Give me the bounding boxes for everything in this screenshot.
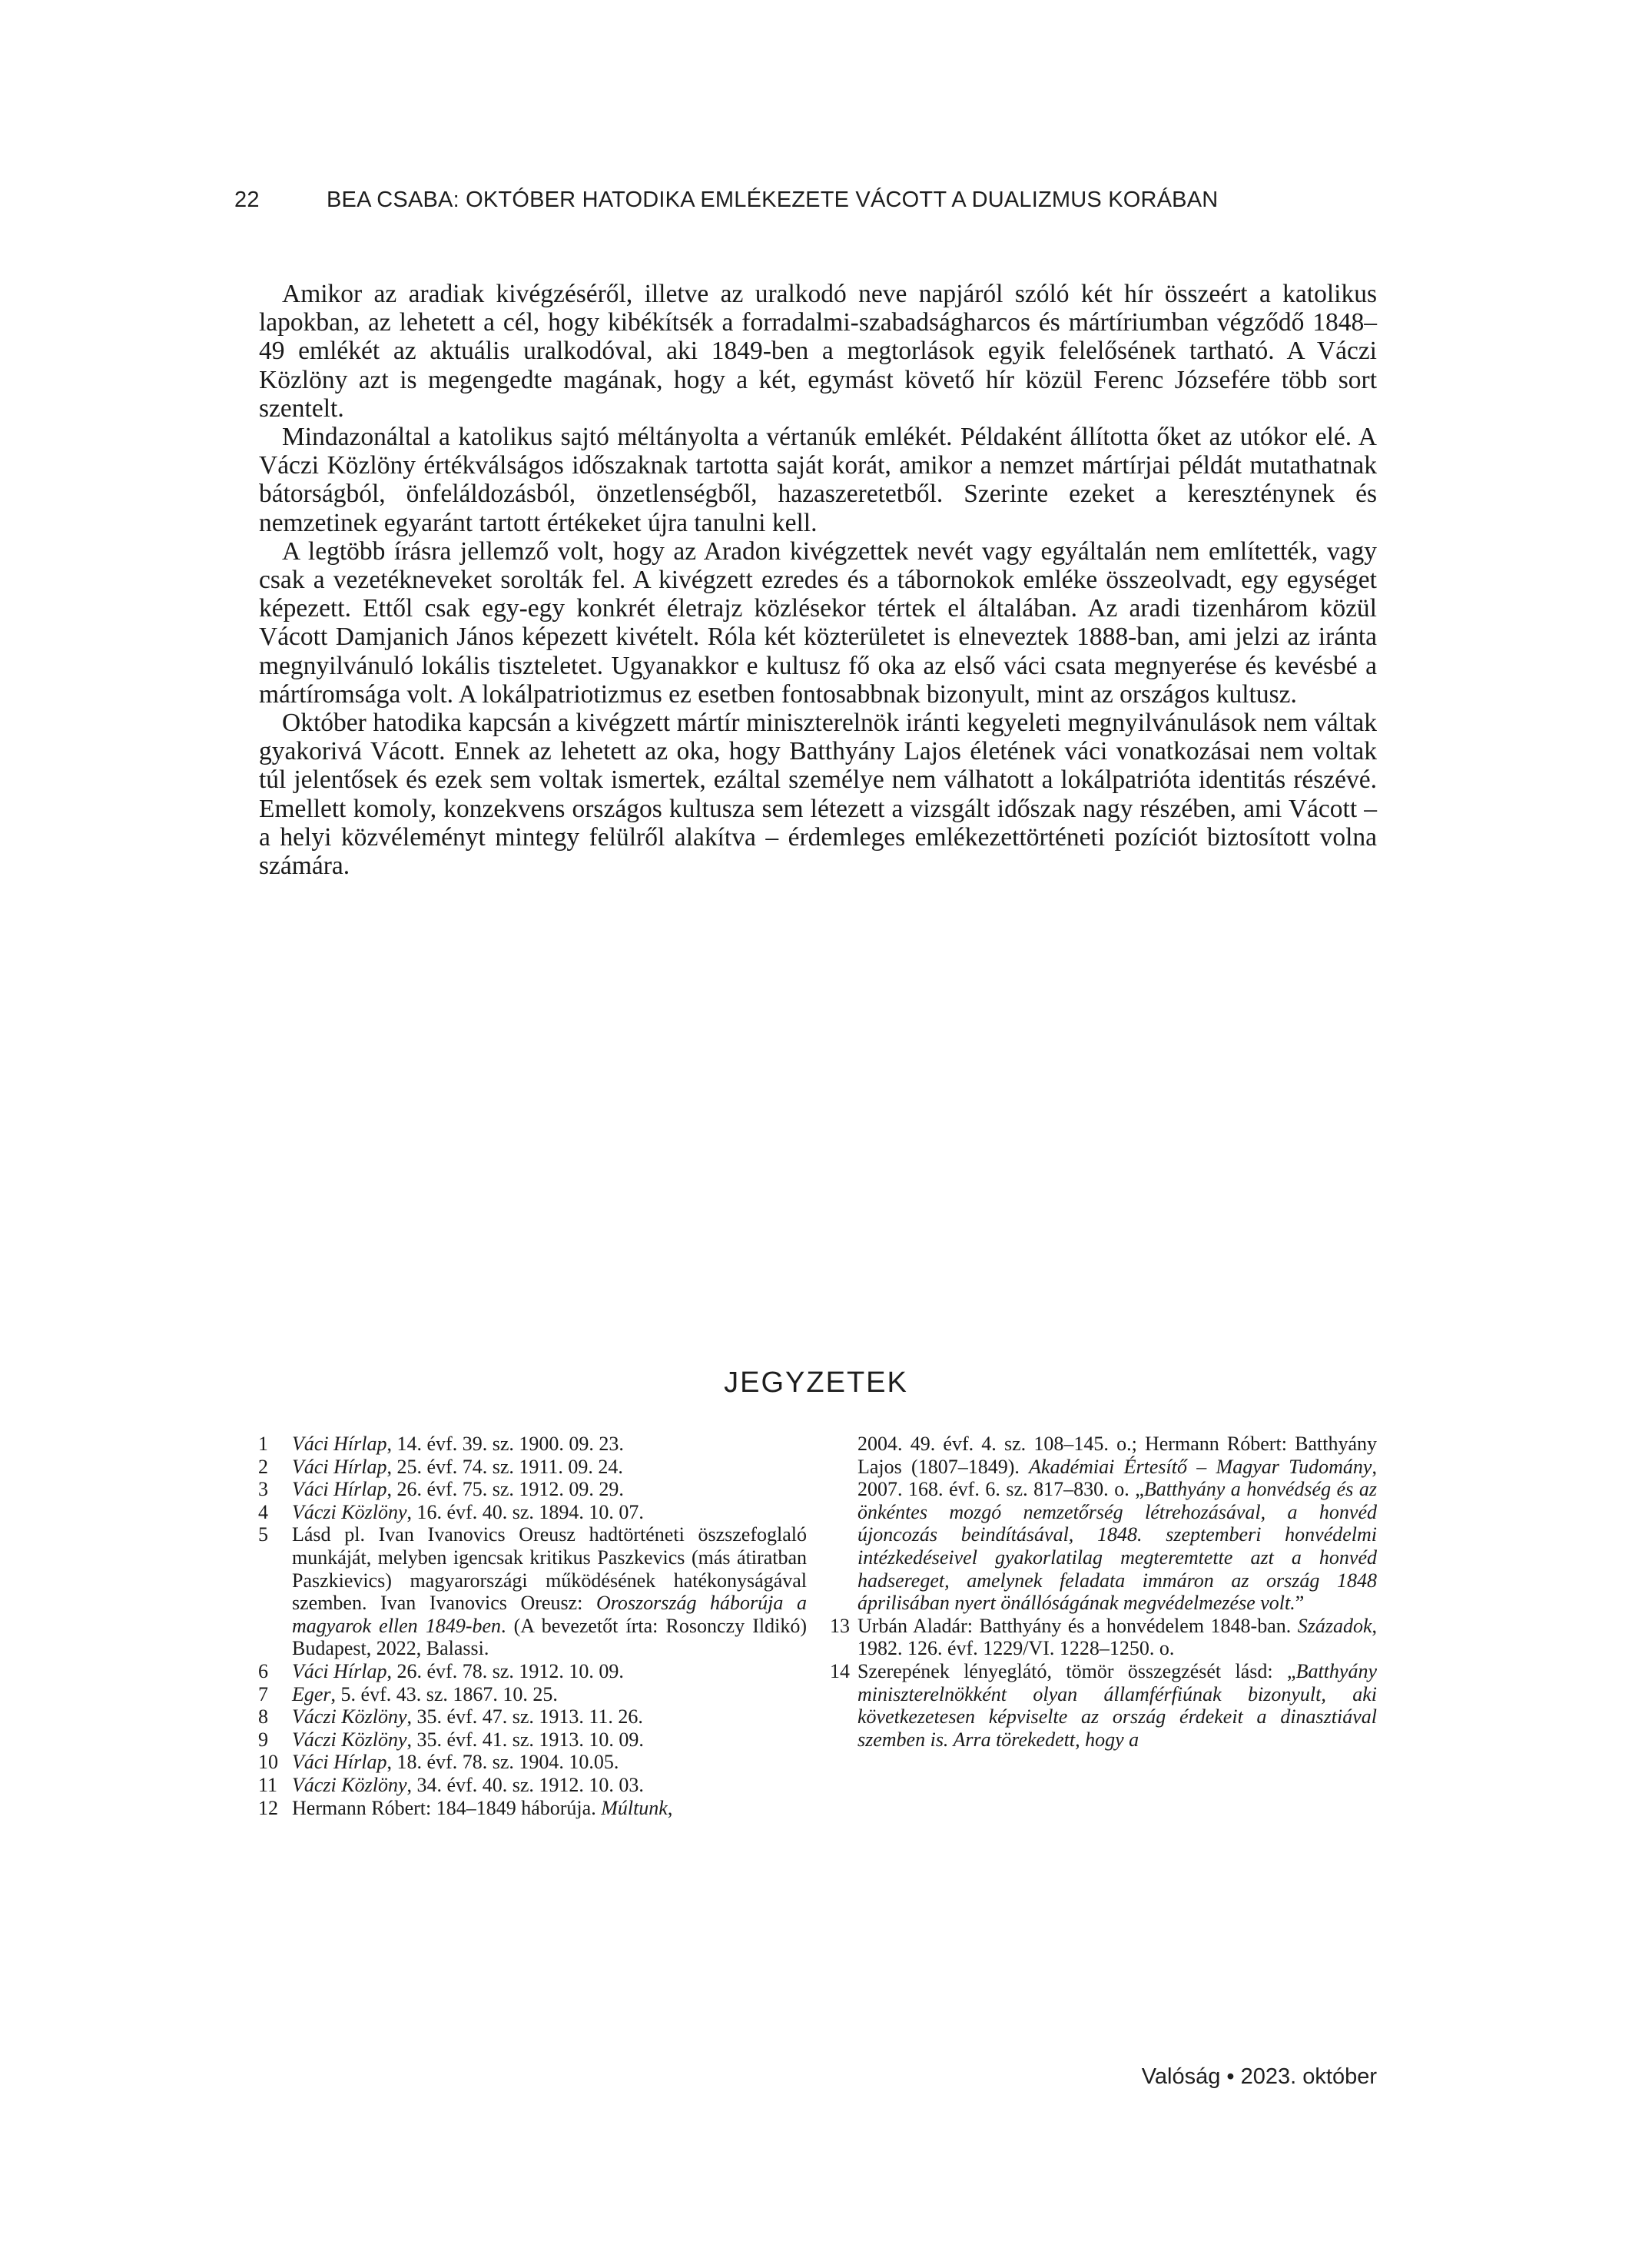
note-number: 14 [830,1659,850,1682]
note-text [292,1797,807,1820]
running-title: BEA CSABA: OKTÓBER HATODIKA EMLÉKEZETE VÁCOTT A DUALIZMUS KORÁBAN [327,188,1219,212]
note-text-italic: Batthyány a honvédség és az önkéntes mozgó nemzetőrség létrehozásával, a honvéd újoncozás beindításával, 1848. szeptemberi honvédelmi intézkedéseivel gyakorlatilag megteremtette azt a honvéd hadsereget, amelynek feladata immáron az ország 1848 áprilisában nyert önállóságának megvédelmezése volt. [857,1478,1377,1615]
footer-publication: Valóság • 2023. október [1141,2064,1377,2089]
note-text-segment: , 35. évf. 47. sz. 1913. 11. 26. [406,1705,643,1728]
paragraph: Amikor az aradiak kivégzéséről, illetve az uralkodó neve napjáról szóló két hír összeért a katolikus lapokban, az lehetett a cél, hogy kibékítsék a forradalmi-szabadságharcos és mártíriumban végződő 1848–49 emlékét az aktuális uralkodóval, aki 1849-ben a megtorlások egyik felelősének tartható. A Váczi Közlöny azt is megengedte magának, hogy a két, egymást követő hír közül Ferenc Józsefére több sort szentelt. [259,280,1377,423]
note-item [258,1433,807,1456]
note-text [857,1433,1377,1615]
note-text-segment: , 25. évf. 74. sz. 1911. 09. 24. [386,1455,623,1478]
paragraph: Mindazonáltal a katolikus sajtó méltányolta a vértanúk emlékét. Példaként állította őket az utókor elé. A Váczi Közlöny értékválságos időszaknak tartotta saját korát, amikor a nemzet mártírjai példát mutathatnak bátorságból, önfeláldozásból, önzetlenségből, hazaszeretetből. Szerinte ezeket a kereszténynek és nemzetinek egyaránt tartott értékeket újra tanulni kell. [259,423,1377,537]
note-text [857,1615,1377,1660]
note-item [830,1615,1377,1660]
note-number: 3 [258,1478,268,1501]
note-text-italic: Váczi Közlöny [292,1705,407,1728]
note-number: 10 [258,1751,278,1774]
note-text-italic: Váci Hírlap [292,1478,387,1501]
note-text [292,1774,807,1797]
note-text-segment: 2004. 49. évf. 4. sz. 108–145. o.; Hermann Róbert: Batthyány Lajos (1807–1849). [857,1433,1377,1478]
notes-column-right [830,1433,1377,1751]
note-number: 8 [258,1705,268,1728]
note-text-segment: Lásd pl. Ivan Ivanovics Oreusz hadtörténeti öszszefoglaló munkáját, melyben igencsak kritikus Paszkevics (más átiratban Paszkievics) magyarországi működésének hatékonyságával szemben. Ivan Ivanovics Oreusz: [292,1523,807,1615]
note-item [258,1523,807,1660]
note-text-segment: , 16. évf. 40. sz. 1894. 10. 07. [406,1500,644,1523]
notes-heading: JEGYZETEK [724,1366,908,1399]
note-text-segment: , 18. évf. 78. sz. 1904. 10.05. [386,1751,619,1774]
note-text-segment: Urbán Aladár: Batthyány és a honvédelem 1848-ban. [857,1614,1298,1637]
note-text-italic: Váczi Közlöny [292,1500,407,1523]
note-number: 7 [258,1682,268,1705]
note-number: 9 [258,1728,268,1751]
note-item [258,1456,807,1479]
note-item [258,1728,807,1752]
note-text [292,1523,807,1660]
note-number: 4 [258,1500,268,1523]
paragraph: Október hatodika kapcsán a kivégzett mártír miniszterelnök iránti kegyeleti megnyilvánulások nem váltak gyakorivá Vácott. Ennek az lehetett az oka, hogy Batthyány Lajos életének váci vonatkozásai nem voltak túl jelentősek és ezek sem voltak ismertek, ezáltal személye nem válhatott a lokálpatrióta identitás részévé. Emellett komoly, konzekvens országos kultusza sem létezett a vizsgált időszak nagy részében, ami Vácott – a helyi közvéleményt mintegy felülről alakítva – érdemleges emlékezettörténeti pozíciót biztosított volna számára. [259,709,1377,881]
note-text-italic: Váci Hírlap [292,1659,387,1682]
note-number: 2 [258,1455,268,1478]
note-text [292,1456,807,1479]
note-text-italic: Oroszország háborúja a magyarok ellen 1849-ben [292,1592,807,1637]
note-number: 6 [258,1659,268,1682]
note-text [292,1433,807,1456]
paragraph: A legtöbb írásra jellemző volt, hogy az Aradon kivégzettek nevét vagy egyáltalán nem említették, vagy csak a vezetékneveket sorolták fel. A kivégzett ezredes és a tábornokok emléke összeolvadt, egy egységet képezett. Ettől csak egy-egy konkrét életrajz közlésekor tértek el általában. Az aradi tizenhárom közül Vácott Damjanich János képezett kivételt. Róla két közterületet is elneveztek 1888-ban, ami jelzi az iránta megnyilvánuló lokális tiszteletet. Ugyanakkor e kultusz fő oka az első váci csata megnyerése és kevésbé a mártíromsága volt. A lokálpatriotizmus ez esetben fontosabbnak bizonyult, mint az országos kultusz. [259,536,1377,709]
note-item [258,1797,807,1820]
note-text-segment: , 2007. 168. évf. 6. sz. 817–830. o. „ [857,1455,1377,1501]
page-number: 22 [234,188,260,212]
note-text-italic: Váci Hírlap [292,1455,387,1478]
note-number: 1 [258,1433,268,1455]
note-text [292,1478,807,1501]
note-text [292,1501,807,1524]
note-number: 13 [830,1614,850,1637]
note-item [258,1751,807,1774]
note-text-segment: . (A bevezetőt írta: Rosonczy Ildikó) Budapest, 2022, Balassi. [292,1614,807,1660]
note-text [857,1660,1377,1751]
note-text-segment: , 26. évf. 75. sz. 1912. 09. 29. [386,1478,624,1501]
note-item [258,1774,807,1797]
note-text-segment: ” [1295,1592,1305,1615]
note-text-italic: Váczi Közlöny [292,1728,407,1751]
note-text-italic: Váczi Közlöny [292,1773,407,1796]
note-text-segment: , 1982. 126. évf. 1229/VI. 1228–1250. o. [857,1614,1377,1660]
notes-column-left [258,1433,807,1819]
note-text-italic: Batthyány miniszterelnökként olyan államférfiúnak bizonyult, aki következetesen képviselte az ország érdekeit a dinasztiával szemben is. Arra törekedett, hogy a [857,1659,1377,1751]
note-item [258,1501,807,1524]
note-item [830,1660,1377,1751]
note-text-italic: Váci Hírlap [292,1433,387,1455]
note-item [258,1683,807,1706]
note-text-italic: Századok [1297,1614,1372,1637]
running-header [234,188,1379,218]
article-body [259,280,1377,880]
note-text-segment: , 26. évf. 78. sz. 1912. 10. 09. [386,1659,624,1682]
note-item [830,1433,1377,1615]
note-text-segment: , 35. évf. 41. sz. 1913. 10. 09. [406,1728,644,1751]
note-item [258,1660,807,1683]
note-text [292,1751,807,1774]
note-text-segment: Hermann Róbert: 184–1849 háborúja. [292,1796,602,1819]
note-text-segment: , 5. évf. 43. sz. 1867. 10. 25. [330,1682,558,1705]
note-number: 11 [258,1773,278,1796]
note-text [292,1728,807,1752]
note-item [258,1478,807,1501]
note-text [292,1660,807,1683]
note-item [258,1705,807,1728]
note-text-segment: , 34. évf. 40. sz. 1912. 10. 03. [406,1773,644,1796]
note-text [292,1683,807,1706]
note-text-italic: Múltunk [601,1796,668,1819]
note-text-italic: Eger [292,1682,331,1705]
note-text-italic: Váci Hírlap [292,1751,387,1774]
note-text-segment: Szerepének lényeglátó, tömör összegzését lásd: „ [857,1659,1296,1682]
note-text-segment: , 14. évf. 39. sz. 1900. 09. 23. [386,1433,624,1455]
note-number: 12 [258,1796,278,1819]
note-text-segment: , [667,1796,673,1819]
note-text-italic: Akadémiai Értesítő – Magyar Tudomány [1029,1455,1372,1478]
note-number: 5 [258,1523,268,1546]
note-text [292,1705,807,1728]
